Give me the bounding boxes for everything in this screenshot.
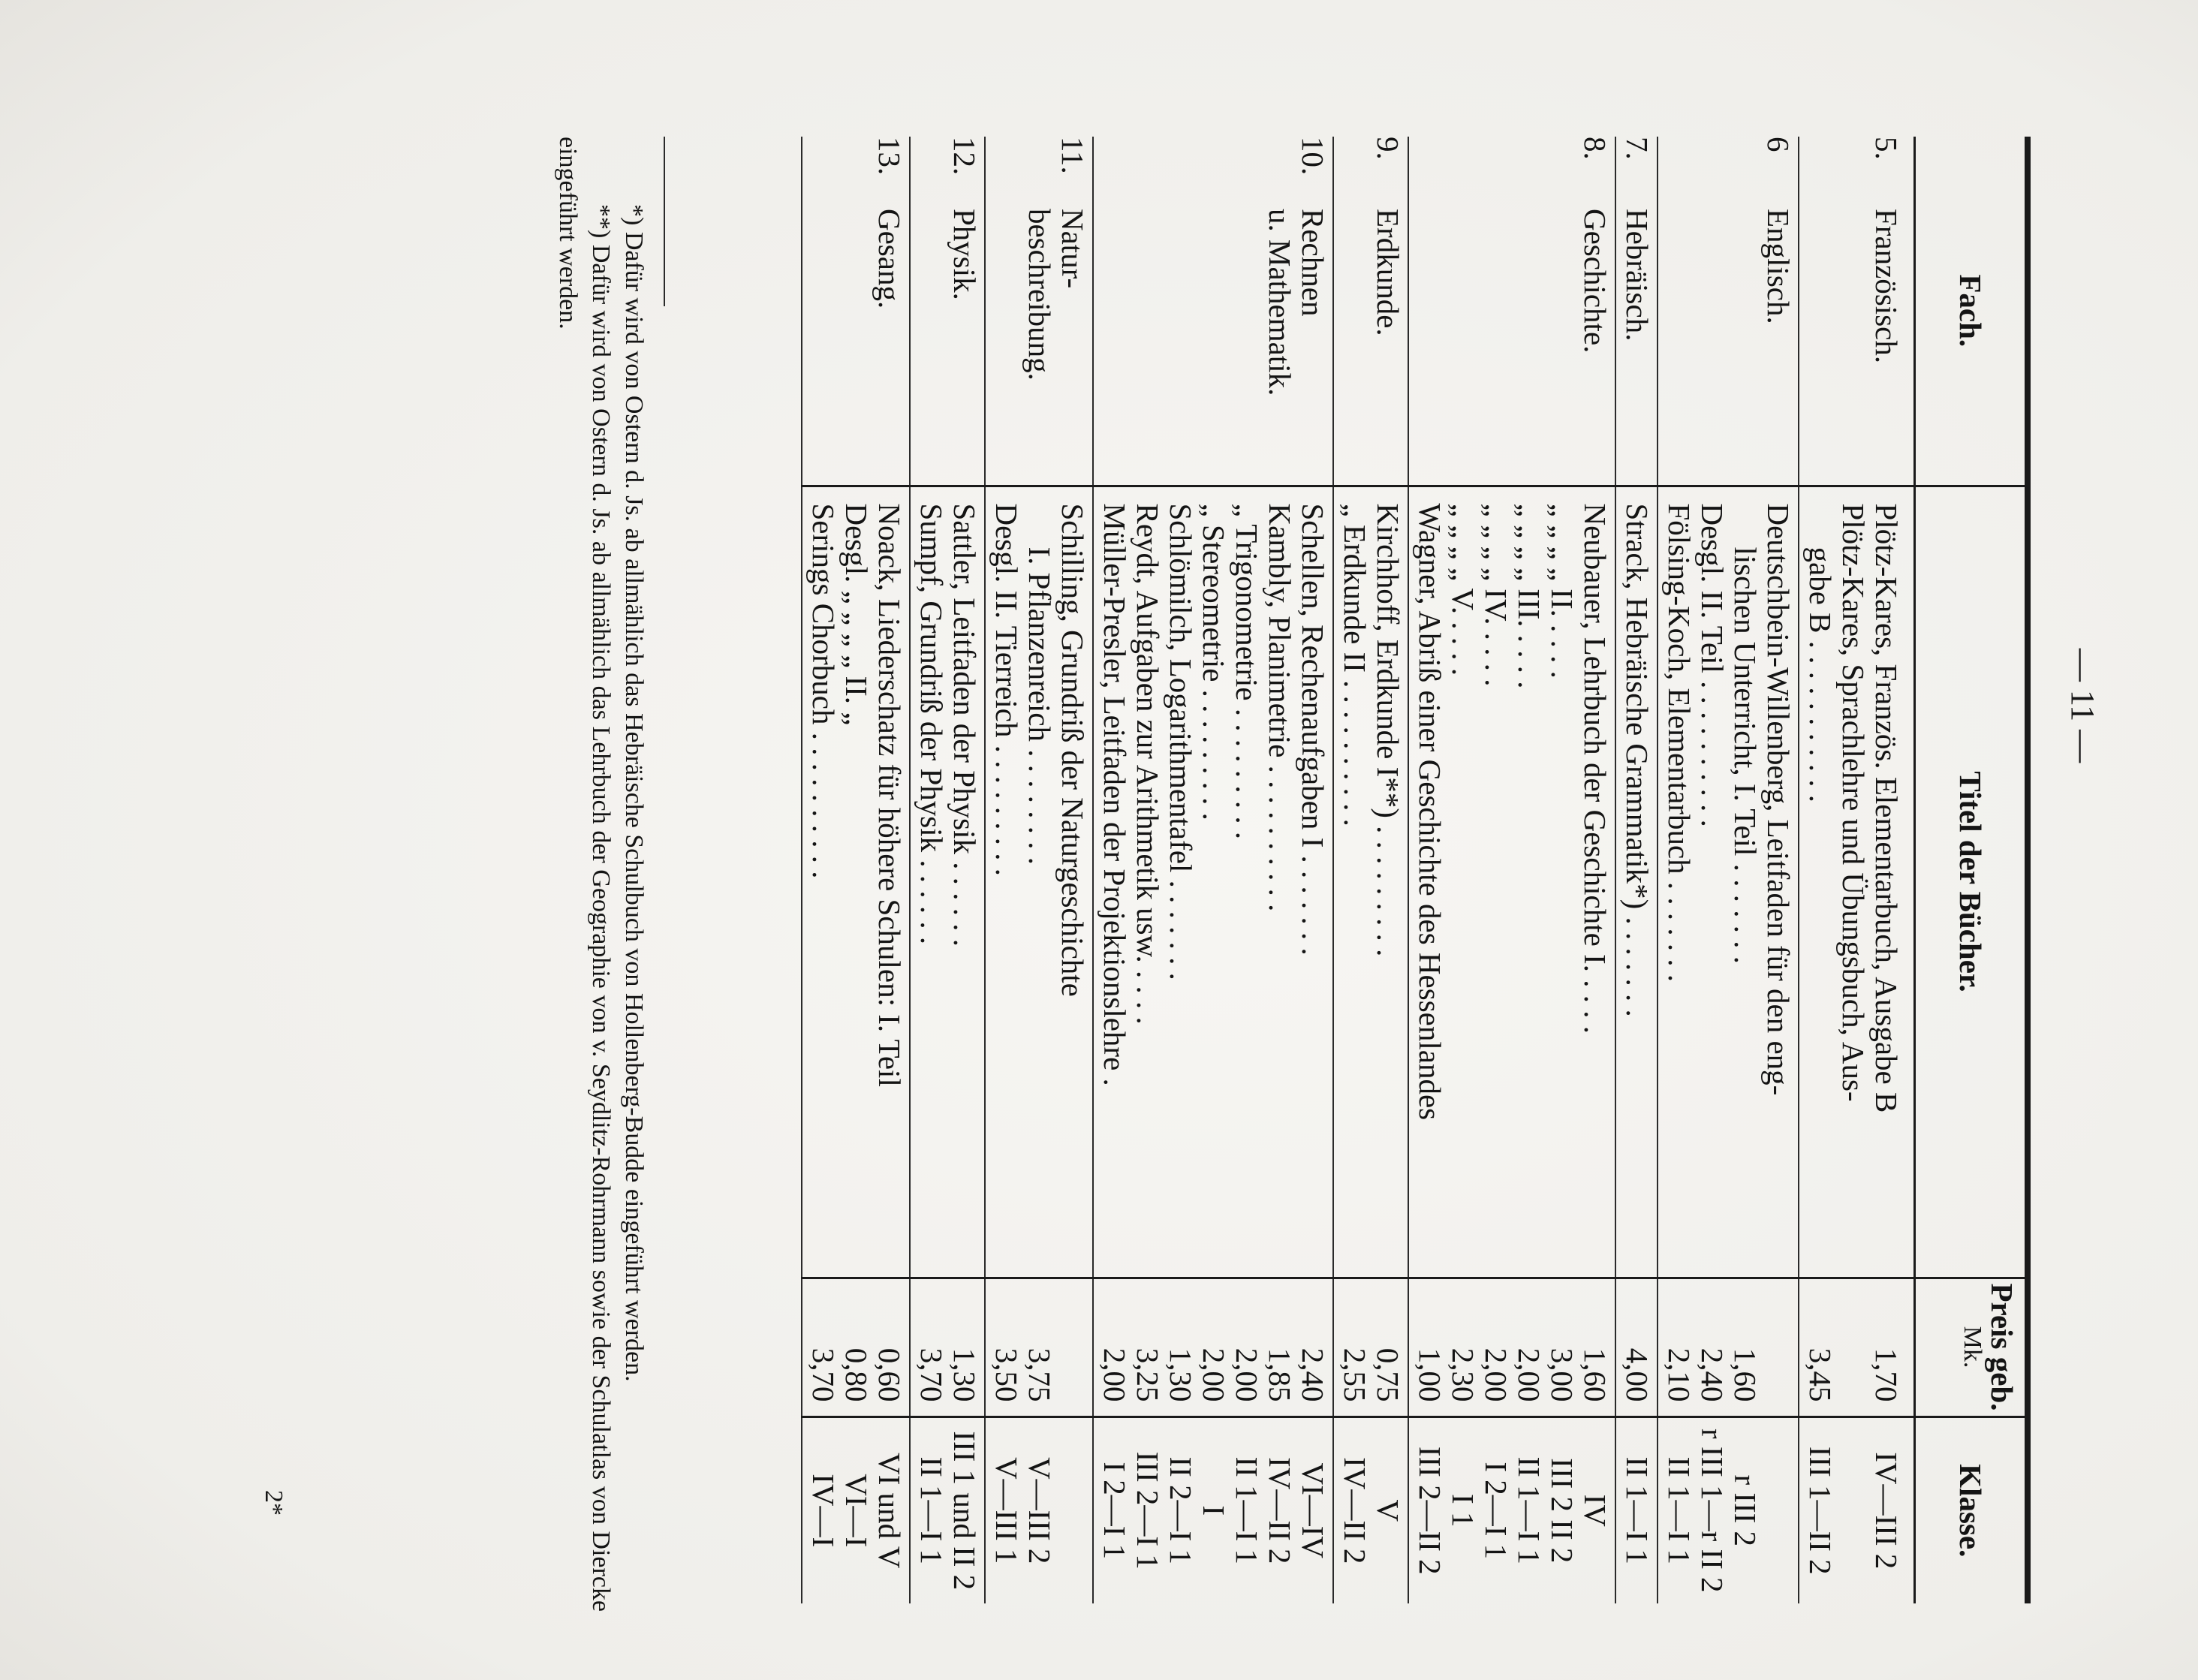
class-level: III 1 und II 2 bbox=[947, 1431, 983, 1591]
cell-klasse bbox=[1799, 1417, 1916, 1603]
footnotes bbox=[551, 137, 650, 1612]
class-level: II 2—I 1 bbox=[1164, 1456, 1199, 1564]
cell-preis bbox=[802, 1278, 911, 1417]
cell-titel bbox=[986, 486, 1094, 1278]
row-number: 11. bbox=[1055, 137, 1091, 174]
book-title-line: „ Trigonometrie . . . . . . . . . bbox=[1230, 503, 1265, 840]
subject-name: Rechnen bbox=[1296, 209, 1331, 317]
cell-preis bbox=[1616, 1278, 1658, 1417]
table-header-row bbox=[1915, 137, 2028, 1603]
cell-fach bbox=[802, 137, 911, 486]
header-titel: Titel der Bücher. bbox=[1915, 486, 2028, 1278]
book-title-line: „ Stereometrie . . . . . . . . . bbox=[1197, 503, 1232, 820]
price-value: 1,60 bbox=[1578, 1347, 1613, 1402]
class-level: VI—I bbox=[839, 1474, 875, 1548]
price-value bbox=[1838, 1279, 1871, 1402]
cell-klasse bbox=[986, 1417, 1094, 1603]
class-level: II 1—I 1 bbox=[1620, 1456, 1655, 1564]
table-row bbox=[1658, 137, 1799, 1603]
row-number: 12. bbox=[947, 137, 983, 176]
class-level: II 1—I 1 bbox=[1512, 1456, 1547, 1564]
price-value: 1,30 bbox=[947, 1347, 983, 1402]
cell-preis bbox=[1334, 1278, 1409, 1417]
signature-mark: 2* bbox=[260, 1490, 288, 1516]
price-value: 0,80 bbox=[839, 1347, 875, 1402]
header-fach: Fach. bbox=[1915, 137, 2028, 486]
price-value: 2,00 bbox=[1097, 1347, 1133, 1402]
book-title-line: Kirchhoff, Erdkunde I**) . . . . . . . . . bbox=[1371, 503, 1406, 957]
cell-titel bbox=[1616, 486, 1658, 1278]
class-level: V—III 2 bbox=[1022, 1457, 1058, 1564]
price-value: 2,00 bbox=[1512, 1347, 1547, 1402]
book-title-line: Desgl. II. Tierreich . . . . . . . . . bbox=[989, 503, 1025, 877]
row-number: 6 bbox=[1761, 137, 1796, 152]
class-level: VI und V bbox=[872, 1453, 908, 1569]
table-row bbox=[1409, 137, 1616, 1603]
class-level: II 1—I 1 bbox=[1662, 1456, 1697, 1564]
class-level: III 1—II 2 bbox=[1803, 1446, 1838, 1575]
header-preis bbox=[1915, 1278, 2028, 1417]
price-value: 2,30 bbox=[1446, 1347, 1481, 1402]
class-level bbox=[1838, 1418, 1871, 1604]
class-level bbox=[1763, 1418, 1796, 1604]
subject-name: beschreibung. bbox=[1022, 209, 1058, 381]
cell-klasse bbox=[1616, 1417, 1658, 1603]
page-number: — 11 — bbox=[2064, 648, 2101, 763]
book-title-line: Desgl. „ „ „ „ II. „ bbox=[839, 503, 875, 726]
row-number: 10. bbox=[1296, 137, 1331, 176]
cell-fach bbox=[1094, 137, 1334, 486]
book-title-line: „ „ „ „ III. . . . . bbox=[1512, 503, 1547, 689]
class-level: r III 2 bbox=[1728, 1474, 1763, 1547]
book-title-line: Deutschbein-Willenberg, Leitfaden für den eng- bbox=[1761, 503, 1796, 1096]
price-value: 2,10 bbox=[1662, 1347, 1697, 1402]
cell-preis bbox=[986, 1278, 1094, 1417]
price-value: 3,50 bbox=[989, 1347, 1025, 1402]
subject-name: Gesang. bbox=[872, 209, 908, 309]
price-value: 3,70 bbox=[914, 1347, 950, 1402]
subject-name: Natur- bbox=[1055, 209, 1091, 289]
class-level: VI—IV bbox=[1296, 1462, 1331, 1559]
row-number: 9. bbox=[1371, 137, 1406, 160]
class-level: III 2—II 2 bbox=[1413, 1446, 1448, 1575]
cell-fach bbox=[1799, 137, 1916, 486]
cell-titel bbox=[1409, 486, 1616, 1278]
price-value: 4,00 bbox=[1620, 1347, 1655, 1402]
footnote-2: **) Dafür wird von Ostern d. Js. ab allmählich das Lehrbuch der Geographie von v. Seydlitz-Rohrmann sowie der Schulatlas von Diercke eingeführt werden. bbox=[554, 137, 615, 1612]
price-value: 2,00 bbox=[1230, 1347, 1265, 1402]
cell-klasse bbox=[1094, 1417, 1334, 1603]
cell-fach bbox=[1409, 137, 1616, 486]
footnote-rule bbox=[664, 137, 665, 306]
class-level: I 2—I 1 bbox=[1097, 1462, 1133, 1560]
cell-klasse bbox=[1658, 1417, 1799, 1603]
table-row bbox=[986, 137, 1094, 1603]
header-preis-unit: Mk. bbox=[1959, 1326, 1986, 1368]
class-level: r III 1—r II 2 bbox=[1695, 1428, 1730, 1593]
cell-preis bbox=[911, 1278, 986, 1417]
class-level: IV—III 2 bbox=[1869, 1452, 1904, 1570]
cell-fach bbox=[911, 137, 986, 486]
class-level bbox=[1057, 1418, 1090, 1604]
book-title-line: Plötz-Kares, Sprachlehre und Übungsbuch, Aus- bbox=[1836, 503, 1871, 1102]
price-value: 1,60 bbox=[1728, 1347, 1763, 1402]
cell-fach bbox=[1658, 137, 1799, 486]
price-value: 3,45 bbox=[1803, 1347, 1838, 1402]
cell-klasse bbox=[802, 1417, 911, 1603]
book-title-line: Sattler, Leitfaden der Physik . . . . . . bbox=[947, 503, 983, 947]
header-klasse: Klasse. bbox=[1915, 1417, 2028, 1603]
book-title-line: Noack, Liederschatz für höhere Schulen: I. Teil bbox=[872, 503, 908, 1087]
class-level: IV—I bbox=[806, 1474, 842, 1548]
class-level: I bbox=[1197, 1505, 1232, 1516]
price-value: 3,75 bbox=[1022, 1347, 1058, 1402]
class-level: III 2—I 1 bbox=[1131, 1451, 1166, 1570]
class-level: III 2 II 2 bbox=[1545, 1458, 1580, 1564]
subject-name: Hebräisch. bbox=[1620, 209, 1655, 342]
cell-klasse bbox=[911, 1417, 986, 1603]
book-title-line: Wagner, Abriß einer Geschichte des Hessenlandes bbox=[1413, 503, 1448, 1121]
cell-titel bbox=[1658, 486, 1799, 1278]
cell-preis bbox=[1658, 1278, 1799, 1417]
cell-titel bbox=[911, 486, 986, 1278]
cell-titel bbox=[802, 486, 911, 1278]
class-level: I 1 bbox=[1446, 1494, 1481, 1528]
price-value bbox=[1057, 1279, 1090, 1402]
price-value: 3,70 bbox=[806, 1347, 842, 1402]
cell-klasse bbox=[1409, 1417, 1616, 1603]
class-level: V—III 1 bbox=[989, 1457, 1025, 1564]
book-title-line: Reydt, Aufgaben zur Arithmetik usw. . . . . bbox=[1131, 503, 1166, 1025]
cell-preis bbox=[1409, 1278, 1616, 1417]
subject-name: Französisch. bbox=[1869, 209, 1904, 364]
price-value: 2,40 bbox=[1695, 1347, 1730, 1402]
header-preis-label: Preis geb. bbox=[1985, 1283, 2019, 1411]
row-number: 13. bbox=[872, 137, 908, 176]
price-value: 0,75 bbox=[1371, 1347, 1406, 1402]
book-title-line: Kambly, Planimetrie . . . . . . . . . . bbox=[1263, 503, 1298, 912]
price-value: 1,00 bbox=[1413, 1347, 1448, 1402]
class-level: II 1—I 1 bbox=[914, 1456, 950, 1564]
book-title-line: „ „ „ „ II. . . . . bbox=[1545, 503, 1580, 679]
class-level: V bbox=[1371, 1499, 1406, 1522]
table-row bbox=[1334, 137, 1409, 1603]
book-title-line: gabe B . . . . . . . . . . . bbox=[1803, 546, 1838, 802]
table-row bbox=[1616, 137, 1658, 1603]
price-value bbox=[1763, 1279, 1796, 1402]
cell-klasse bbox=[1334, 1417, 1409, 1603]
book-title-line: „ Erdkunde II . . . . . . . . . . bbox=[1338, 503, 1373, 826]
table-row bbox=[911, 137, 986, 1603]
price-value: 1,30 bbox=[1164, 1347, 1199, 1402]
price-value: 2,55 bbox=[1338, 1347, 1373, 1402]
row-number: 8. bbox=[1578, 137, 1613, 160]
cell-fach bbox=[1616, 137, 1658, 486]
table-body bbox=[802, 137, 1916, 1603]
class-level: IV—II 2 bbox=[1263, 1457, 1298, 1564]
book-title-line: Sumpf, Grundriß der Physik . . . . . . bbox=[914, 503, 950, 945]
subject-name: Erdkunde. bbox=[1371, 209, 1406, 336]
cell-fach bbox=[986, 137, 1094, 486]
book-title-line: Desgl. II. Teil . . . . . . . . . . bbox=[1695, 503, 1730, 827]
price-value: 2,00 bbox=[1479, 1347, 1514, 1402]
table-row bbox=[1094, 137, 1334, 1603]
subject-name: Physik. bbox=[947, 209, 983, 300]
table-row bbox=[802, 137, 911, 1603]
subject-name: u. Mathematik. bbox=[1263, 209, 1298, 396]
price-value: 2,00 bbox=[1197, 1347, 1232, 1402]
book-title-line: Serings Chorbuch . . . . . . . . . . bbox=[806, 503, 842, 879]
book-title-line: Müller-Presler, Leitfaden der Projektionslehre . bbox=[1097, 503, 1133, 1086]
cell-titel bbox=[1094, 486, 1334, 1278]
price-value: 1,70 bbox=[1869, 1347, 1904, 1402]
subject-name: Geschichte. bbox=[1578, 209, 1613, 354]
class-level: II 1—I 1 bbox=[1230, 1456, 1265, 1564]
book-title-line: Plötz-Kares, Französ. Elementarbuch, Ausgabe B bbox=[1869, 503, 1904, 1113]
book-title-line: Schlömilch, Logarithmentafel . . . . . . . bbox=[1164, 503, 1199, 980]
cell-preis bbox=[1094, 1278, 1334, 1417]
footnote-1: *) Dafür wird von Ostern d. Js. ab allmählich das Hebräische Schulbuch von Hollenberg-Budde eingeführt werden. bbox=[620, 204, 648, 1382]
book-title-line: Strack, Hebräische Grammatik*) . . . . . . . bbox=[1620, 503, 1655, 1017]
class-level: IV bbox=[1578, 1494, 1613, 1527]
cell-titel bbox=[1799, 486, 1916, 1278]
cell-preis bbox=[1799, 1278, 1916, 1417]
price-value: 2,40 bbox=[1296, 1347, 1331, 1402]
textbook-table bbox=[802, 137, 2031, 1603]
table-row bbox=[1799, 137, 1916, 1603]
row-number: 7. bbox=[1620, 137, 1655, 160]
price-value: 3,00 bbox=[1545, 1347, 1580, 1402]
book-title-line: Schilling, Grundriß der Naturgeschichte bbox=[1055, 503, 1091, 997]
book-title-line: Neubauer, Lehrbuch der Geschichte I. . . . . bbox=[1578, 503, 1613, 1034]
class-level: IV—II 2 bbox=[1338, 1457, 1373, 1564]
cell-titel bbox=[1334, 486, 1409, 1278]
book-title-line: „ „ „ „ IV. . . . . bbox=[1479, 503, 1514, 687]
price-value: 1,85 bbox=[1263, 1347, 1298, 1402]
subject-name: Englisch. bbox=[1761, 209, 1796, 324]
cell-fach bbox=[1334, 137, 1409, 486]
price-value: 0,60 bbox=[872, 1347, 908, 1402]
class-level: I 2—I 1 bbox=[1479, 1462, 1514, 1560]
row-number: 5. bbox=[1869, 137, 1904, 160]
book-title-line: I. Pflanzenreich . . . . . . . . bbox=[1022, 546, 1058, 866]
book-title-line: Schellen, Rechenaufgaben I . . . . . . . bbox=[1296, 503, 1331, 956]
price-value: 3,25 bbox=[1131, 1347, 1166, 1402]
book-title-line: Fölsing-Koch, Elementarbuch . . . . . . . bbox=[1662, 503, 1697, 983]
book-title-line: lischen Unterricht, I. Teil . . . . . . . bbox=[1728, 546, 1763, 964]
book-title-line: „ „ „ „ V. . . . . bbox=[1446, 503, 1481, 676]
